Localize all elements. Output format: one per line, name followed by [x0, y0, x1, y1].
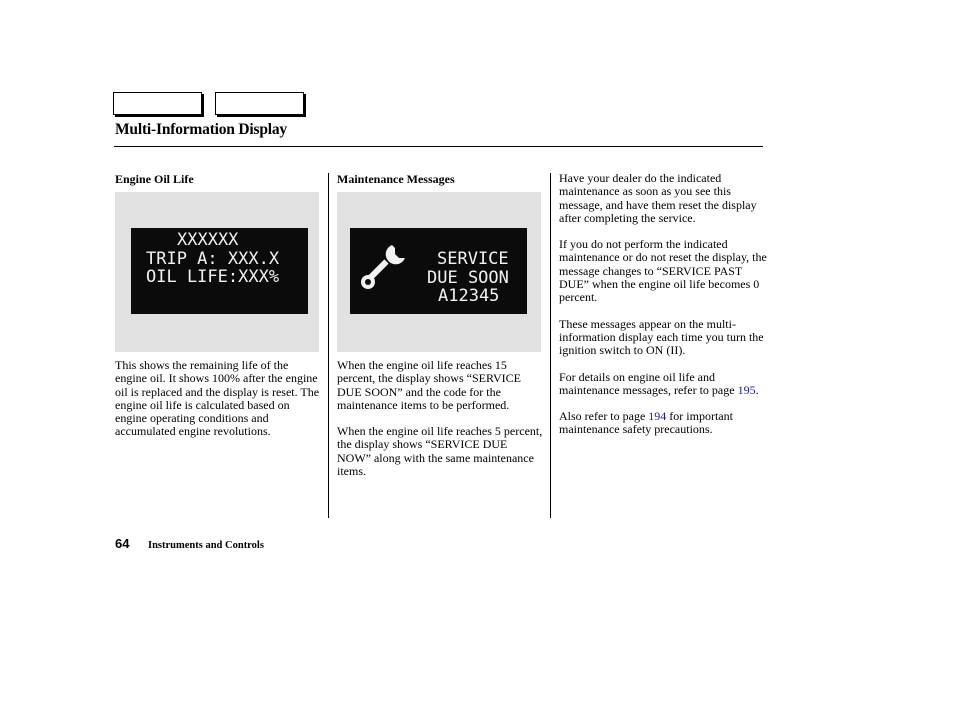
- oil-life-lcd-screen: [131, 228, 308, 314]
- section-label: Instruments and Controls: [148, 540, 264, 551]
- lcd-line: OIL LIFE:XXX%: [146, 267, 280, 287]
- paragraph-text: for important maintenance safety precautions.: [559, 409, 733, 437]
- paragraph: If you do not perform the indicated maintenance or do not reset the display, the message changes to “SERVICE PAST DUE” when the engine oil life becomes 0 percent.: [559, 237, 767, 305]
- lcd-line: DUE SOON: [427, 268, 509, 288]
- maintenance-description: [337, 359, 543, 478]
- paragraph: These messages appear on the multi-information display each time you turn the ignition switch to ON (II).: [559, 316, 764, 358]
- service-instructions: [559, 172, 767, 437]
- wrench-icon: [359, 240, 411, 292]
- paragraph: [559, 371, 767, 398]
- oil-life-description: [115, 359, 323, 439]
- page-194-link[interactable]: 194: [648, 409, 667, 424]
- paragraph: [559, 410, 767, 437]
- paragraph: This shows the remaining life of the engine oil. It shows 100% after the engine oil is replaced and the display is reset. The engine oil life is calculated based on engine operating conditions and accumulated engine revolutions.: [115, 358, 320, 439]
- lcd-line: TRIP A: XXX.X: [146, 249, 280, 269]
- paragraph: Have your dealer do the indicated maintenance as soon as you see this message, and have them reset the display after completing the service.: [559, 171, 757, 225]
- lcd-line: SERVICE: [437, 249, 509, 269]
- paragraph: When the engine oil life reaches 5 percent, the display shows “SERVICE DUE NOW” along with the same maintenance items.: [337, 424, 543, 479]
- nav-box-previous[interactable]: [113, 92, 202, 115]
- lcd-line: XXXXXX: [177, 230, 239, 250]
- title-rule: [114, 146, 763, 147]
- column-divider: [328, 173, 329, 518]
- page-195-link[interactable]: 195: [737, 382, 756, 397]
- page-number: 64: [115, 536, 130, 551]
- column-divider: [550, 173, 551, 518]
- lcd-line: A12345: [438, 286, 500, 306]
- engine-oil-life-heading: Engine Oil Life: [115, 172, 194, 186]
- paragraph: When the engine oil life reaches 15 percent, the display shows “SERVICE DUE SOON” and the code for the maintenance items to be performed.: [337, 358, 522, 412]
- paragraph-text: For details on engine oil life and maintenance messages, refer to page: [559, 369, 735, 397]
- maintenance-lcd-screen: [350, 228, 527, 314]
- maintenance-messages-heading: Maintenance Messages: [337, 172, 455, 186]
- paragraph-text: Also refer to page: [559, 409, 646, 424]
- nav-box-next[interactable]: [215, 92, 304, 115]
- paragraph-text: .: [755, 382, 759, 397]
- page-title: Multi-Information Display: [115, 121, 287, 138]
